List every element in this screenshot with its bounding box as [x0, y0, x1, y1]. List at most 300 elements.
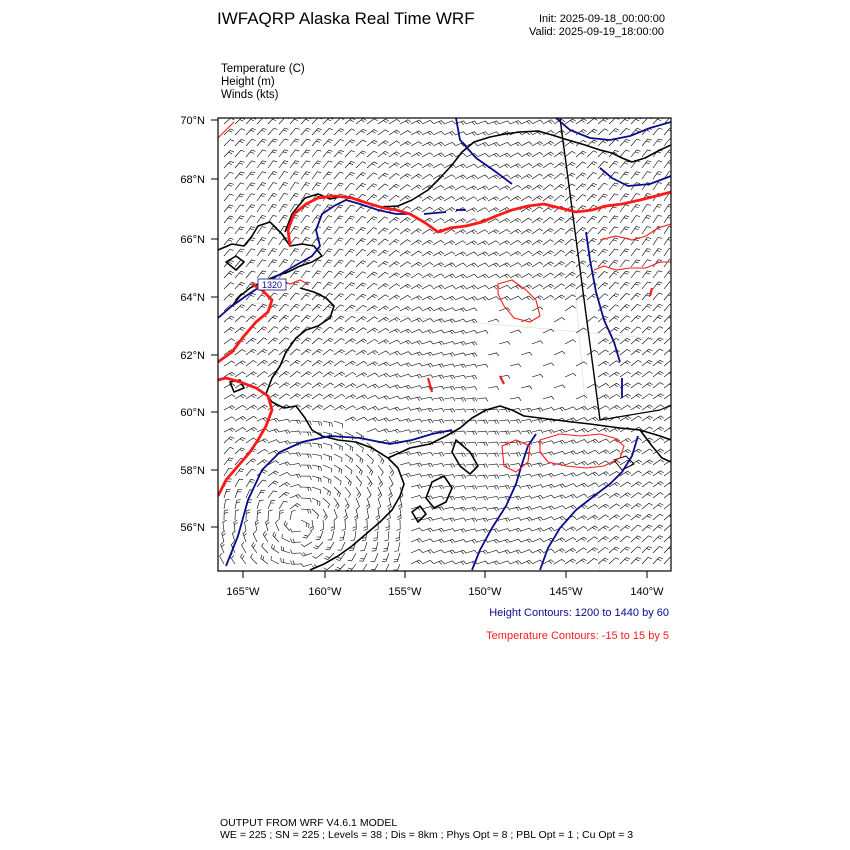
wind-barb [554, 559, 565, 564]
wind-barb [257, 449, 268, 454]
wind-barb [565, 462, 576, 465]
wind-barb [323, 271, 333, 278]
wind-barb [455, 186, 466, 190]
wind-barb [312, 465, 322, 471]
wind-barb [224, 395, 235, 400]
wind-barb [576, 548, 587, 553]
wind-barb [565, 548, 576, 553]
wind-barb [543, 185, 554, 190]
wind-barb [554, 429, 565, 433]
wind-barb [521, 408, 532, 412]
wind-barb [268, 194, 277, 202]
wind-barb [356, 238, 366, 245]
wind-barb [455, 561, 466, 565]
wind-barb [488, 453, 499, 457]
wind-barb [433, 561, 444, 565]
wind-barb [653, 503, 663, 509]
wind-barb [235, 405, 246, 410]
wind-barb [653, 172, 662, 179]
wind-barb [543, 396, 554, 399]
wind-barb [510, 330, 521, 333]
wind-barb [253, 531, 257, 542]
wind-barb [477, 330, 488, 333]
wind-barb [279, 430, 290, 434]
wind-barb [356, 283, 366, 289]
map-layers [218, 117, 675, 572]
wind-barb [620, 504, 631, 509]
wind-barb [356, 250, 366, 257]
wind-barb [477, 453, 488, 457]
wind-barb [367, 328, 378, 333]
wind-barb [477, 153, 488, 157]
wind-barb [653, 383, 664, 389]
wind-barb [312, 394, 323, 399]
wind-barb [257, 183, 266, 190]
wind-barb [334, 394, 345, 399]
wind-barb [433, 153, 444, 157]
wind-barb [532, 152, 543, 157]
wind-barb [235, 139, 245, 146]
wind-barb [422, 240, 433, 245]
wind-barb [576, 294, 587, 300]
wind-barb [235, 172, 245, 179]
wind-barb [598, 339, 609, 344]
wind-barb [411, 296, 422, 300]
wind-barb [389, 351, 400, 355]
wind-barb [488, 507, 499, 511]
wind-barb [389, 284, 400, 289]
wind-barb [312, 476, 321, 482]
wind-barb [576, 429, 587, 433]
wind-barb [444, 186, 455, 190]
wind-barb [609, 271, 619, 278]
wind-barb [488, 121, 499, 125]
wind-barb [301, 349, 311, 355]
wind-barb [411, 229, 422, 234]
wind-barb [631, 547, 641, 553]
wind-barb [389, 184, 400, 190]
model-footer [220, 817, 633, 841]
wind-barb [444, 263, 455, 267]
wind-barb [246, 469, 256, 476]
wind-barb [664, 471, 675, 476]
wind-barb [389, 152, 400, 157]
wind-barb [565, 373, 576, 377]
wind-barb [356, 361, 367, 366]
wind-barb [224, 406, 235, 410]
wind-barb [664, 416, 675, 421]
wind-barb [367, 395, 378, 399]
wind-barb [400, 363, 411, 367]
wind-barb [532, 218, 543, 223]
wind-barb [246, 183, 255, 190]
chart-title: IWFAQRP Alaska Real Time WRF [217, 9, 475, 28]
wind-barb [466, 387, 477, 391]
wind-barb [389, 465, 394, 476]
wind-barb [371, 553, 378, 561]
wind-barb [664, 492, 675, 498]
wind-barb [488, 539, 499, 543]
wind-barb [312, 183, 321, 190]
wind-barb [290, 420, 301, 424]
wind-barb [388, 487, 392, 498]
wind-barb [532, 419, 543, 423]
wind-barb [268, 128, 278, 135]
wind-barb [664, 360, 674, 366]
wind-barb [378, 162, 388, 168]
wind-barb [598, 428, 609, 432]
wind-barb [642, 271, 651, 278]
wind-barb [499, 197, 510, 202]
wind-barb [290, 394, 301, 399]
wind-barb [532, 262, 543, 267]
wind-barb [620, 482, 631, 487]
wind-barb [334, 383, 345, 388]
wind-barb [598, 118, 608, 124]
wind-barb [268, 205, 277, 213]
wind-barb [631, 205, 640, 212]
wind-barb [268, 238, 277, 246]
wind-barb [301, 443, 311, 447]
wind-barb [598, 493, 609, 498]
wind-barb [620, 293, 630, 300]
wind-barb [532, 496, 543, 500]
wind-barb [488, 496, 499, 500]
wind-barb [382, 553, 389, 562]
wind-barb [345, 272, 355, 279]
wind-barb [631, 405, 642, 410]
wind-barb [598, 272, 608, 279]
wind-barb [301, 405, 312, 410]
wind-barb [642, 172, 651, 179]
wind-barb [620, 128, 630, 135]
wind-barb [356, 373, 367, 377]
wind-barb [411, 539, 422, 543]
wind-barb [312, 454, 322, 460]
wind-barb [466, 230, 477, 234]
wind-barb [620, 316, 630, 322]
wind-barb [367, 184, 377, 190]
latitude-labels [180, 115, 205, 534]
wind-barb [620, 536, 630, 542]
wind-barb [400, 251, 411, 256]
wind-barb [532, 374, 543, 377]
wind-barb [455, 496, 466, 500]
wind-barb [411, 474, 422, 477]
wind-barb [356, 317, 367, 323]
wind-barb [433, 518, 444, 521]
wind-barb [631, 558, 641, 565]
wind-barb [620, 525, 630, 531]
wind-barb [642, 205, 651, 213]
wind-barb [653, 557, 663, 564]
wind-barb [367, 487, 371, 498]
wind-barb [367, 261, 377, 267]
wind-barb [521, 539, 532, 543]
wind-barb [367, 373, 378, 377]
wind-barb [620, 271, 630, 278]
wind-barb [664, 536, 674, 542]
wind-barb [389, 217, 399, 223]
wind-barb [378, 141, 389, 146]
wind-barb [268, 491, 277, 498]
wind-barb [488, 464, 499, 468]
wind-barb [664, 128, 674, 135]
wind-barb [477, 442, 488, 446]
wind-barb [312, 282, 322, 289]
wind-barb [279, 327, 289, 333]
wind-barb [521, 528, 532, 531]
wind-barb [433, 121, 444, 125]
wind-barb [510, 196, 521, 201]
height-marker [258, 279, 286, 290]
wind-barb [455, 285, 466, 289]
wind-barb [444, 518, 455, 522]
wind-barb [576, 228, 586, 234]
wind-barb [609, 183, 618, 190]
wind-barb [444, 121, 455, 124]
wind-barb [477, 197, 488, 201]
wind-barb [290, 139, 299, 146]
wind-barb [354, 509, 358, 520]
wind-barb [631, 471, 642, 476]
longitude-axis [243, 571, 647, 578]
wind-barb [242, 542, 247, 553]
wind-barb [400, 185, 411, 190]
wind-barb [223, 520, 227, 531]
wind-barb [455, 297, 466, 300]
wind-barb [609, 216, 618, 223]
wind-barb [411, 318, 422, 322]
wind-barb [664, 525, 674, 531]
wind-barb [334, 372, 345, 377]
wind-barb [400, 174, 411, 179]
wind-barb [290, 172, 299, 179]
wind-barb [324, 564, 335, 570]
wind-barb [356, 151, 366, 157]
wind-barb [664, 394, 675, 399]
wind-barb [257, 238, 266, 245]
wind-barb [378, 407, 389, 410]
wind-barb [565, 306, 576, 311]
wind-barb [345, 216, 355, 223]
wind-barb [389, 385, 400, 389]
wind-barb [323, 128, 333, 135]
wind-barb [224, 339, 235, 344]
field-winds: Winds (kts) [221, 89, 279, 101]
wind-barb [246, 349, 257, 355]
wind-barb [356, 339, 367, 344]
wind-barb [510, 263, 521, 267]
wind-barb [433, 263, 444, 267]
wind-barb [609, 260, 619, 267]
wind-barb [334, 249, 344, 256]
wind-barb [433, 207, 444, 212]
wind-barb [642, 316, 652, 323]
wind-barb [290, 293, 300, 300]
wind-barb [301, 227, 310, 235]
wind-barb [224, 183, 234, 190]
wind-barb [273, 532, 279, 542]
wind-barb [224, 205, 234, 212]
wind-barb [334, 405, 345, 410]
wind-barb [521, 142, 532, 146]
wind-barb [411, 341, 422, 345]
wind-barb [367, 283, 377, 289]
wind-barb [444, 375, 455, 379]
wind-barb [279, 492, 289, 498]
wind-barb [642, 338, 652, 344]
wind-barb [466, 297, 477, 301]
wind-barb [620, 372, 631, 377]
lat-label: 56°N [180, 522, 205, 534]
wind-barb [345, 161, 355, 168]
wind-barb [235, 500, 241, 510]
wind-barb [488, 285, 499, 289]
wind-barb [279, 383, 290, 389]
wind-barb [444, 241, 455, 245]
wind-barb [609, 305, 619, 311]
wind-barb [301, 509, 311, 514]
wind-barb [433, 353, 444, 356]
footer-line-1: OUTPUT FROM WRF V4.6.1 MODEL [220, 817, 398, 829]
wind-barb [620, 194, 629, 201]
wind-barb [631, 416, 642, 421]
wind-barb [345, 327, 356, 333]
wind-barb [488, 561, 499, 565]
wind-barb [334, 271, 344, 278]
wind-barb [576, 559, 587, 564]
wind-barb [466, 330, 477, 333]
wind-barb [620, 161, 629, 168]
wind-barb [664, 293, 674, 300]
wind-barb [532, 463, 543, 467]
wind-barb [345, 384, 356, 389]
wind-barb [499, 164, 510, 168]
wind-barb [499, 420, 510, 424]
wind-barb [565, 250, 575, 256]
wind-barb [631, 139, 641, 146]
wind-barb [290, 183, 299, 191]
wind-barb [433, 296, 444, 300]
wind-barb [367, 339, 378, 344]
wind-barb [345, 432, 353, 440]
wind-barb [257, 418, 268, 422]
wind-barb [642, 557, 652, 564]
wind-barb [224, 327, 235, 333]
wind-barb [323, 338, 333, 344]
wind-barb [554, 484, 565, 488]
wind-barb [411, 463, 422, 467]
wind-barb [422, 352, 433, 356]
wind-barb [279, 394, 290, 399]
wind-barb [378, 119, 389, 124]
wind-barb [422, 528, 433, 532]
wind-barb [510, 240, 521, 245]
wind-barb [521, 174, 532, 179]
wind-barb [246, 216, 255, 223]
wind-barb [455, 353, 466, 356]
wind-barb [356, 305, 366, 311]
wind-barb [510, 185, 521, 190]
wind-barb [653, 271, 662, 278]
wind-barb [455, 197, 466, 201]
wind-barb [642, 327, 652, 333]
wind-barb [444, 153, 455, 157]
wind-barb [262, 543, 268, 553]
wind-barb [455, 164, 466, 168]
wind-barb [235, 416, 246, 421]
wind-barb [455, 507, 466, 511]
wind-barb [609, 450, 620, 455]
wind-barb [653, 493, 664, 499]
wind-barb [422, 142, 433, 146]
wind-barb [323, 394, 334, 399]
wind-barb [235, 282, 245, 289]
wind-barb [576, 261, 586, 267]
wind-barb [543, 163, 554, 168]
wind-barb [345, 238, 355, 245]
wind-barb [400, 196, 411, 201]
wind-barb [246, 372, 257, 377]
wind-barb [367, 162, 377, 168]
wind-barb [587, 140, 597, 146]
wind-barb [334, 118, 344, 124]
wind-barb [224, 294, 234, 300]
wind-barb [653, 304, 663, 311]
wind-barb [620, 547, 630, 553]
wind-barb [620, 227, 629, 234]
wind-barb [532, 174, 543, 179]
wind-barb [598, 140, 608, 146]
wind-barb [312, 316, 322, 322]
wind-barb [455, 518, 466, 521]
wind-barb [565, 494, 576, 498]
wind-barb [466, 442, 477, 446]
wind-barb [411, 120, 422, 124]
wind-barb [356, 350, 367, 355]
wind-barb [653, 371, 664, 377]
wind-barb [642, 360, 652, 366]
wind-barb [335, 564, 345, 571]
wind-barb [351, 531, 356, 541]
wind-barb [323, 238, 332, 245]
wind-barb [312, 205, 321, 212]
wind-barb [224, 447, 234, 454]
wind-barb [510, 528, 521, 532]
wind-barb [620, 361, 631, 366]
wind-barb [609, 161, 619, 168]
wind-barb [342, 520, 346, 531]
wind-barb [221, 542, 225, 553]
wind-barb [422, 131, 433, 135]
wind-barb [389, 250, 400, 256]
wind-barb [334, 227, 343, 234]
wind-barb [664, 271, 673, 278]
wind-barb [554, 130, 565, 135]
valid-time: Valid: 2025-09-19_18:00:00 [529, 26, 664, 38]
wind-barb [276, 520, 280, 531]
wind-barb [466, 342, 477, 346]
wind-barb [334, 150, 344, 157]
wind-barb [455, 175, 466, 179]
wind-barb [246, 161, 255, 168]
wind-barb [631, 260, 640, 267]
wind-barb [323, 161, 333, 168]
wind-barb [389, 396, 400, 399]
wind-barb [422, 341, 433, 344]
wind-barb [268, 481, 278, 487]
